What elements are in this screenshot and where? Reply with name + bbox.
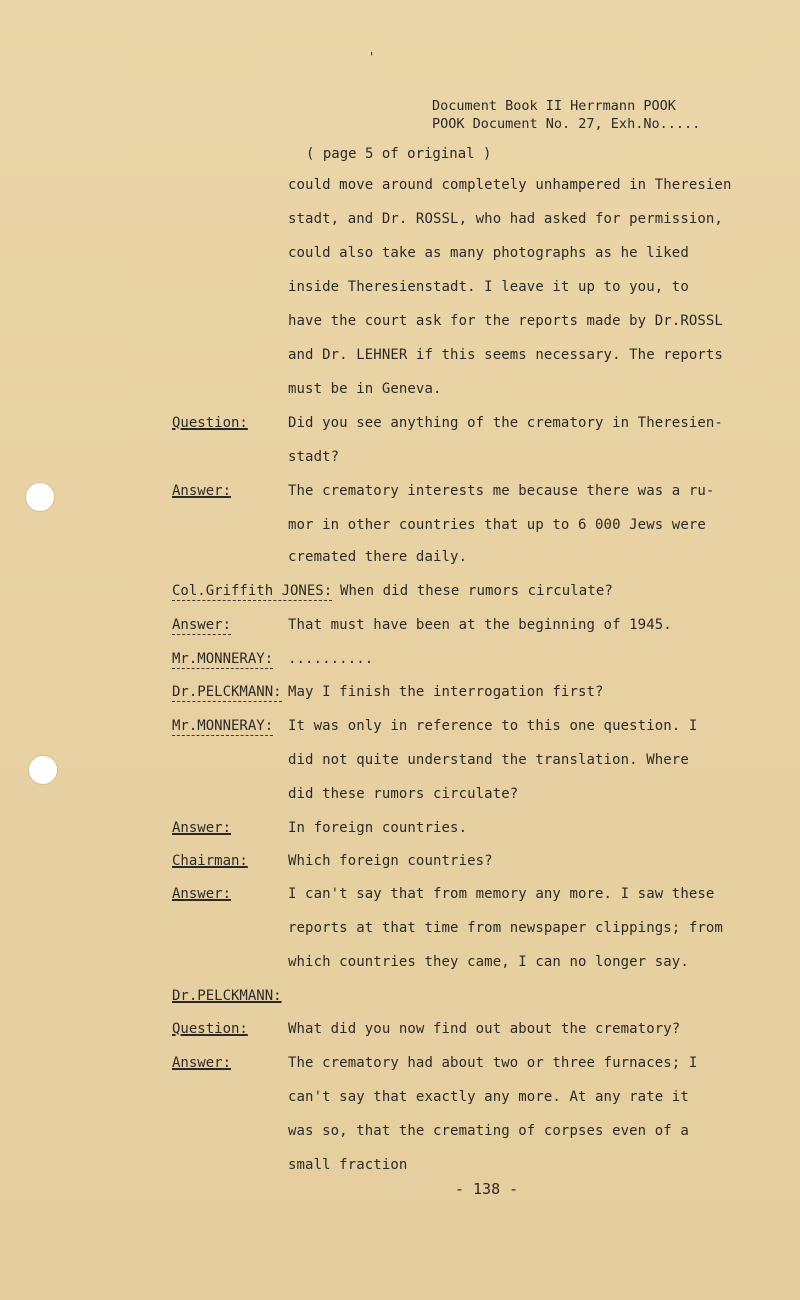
body-line: could move around completely unhampered in Theresien	[288, 177, 732, 193]
body-line: stadt?	[288, 449, 340, 465]
body-line: It was only in reference to this one question. I	[288, 718, 698, 734]
header-line-2: POOK Document No. 27, Exh.No.....	[432, 116, 701, 132]
body-line: which countries they came, I can no longer say.	[288, 954, 689, 970]
body-line: was so, that the cremating of corpses even of a	[288, 1123, 689, 1139]
speaker-answer: Answer:	[172, 820, 232, 836]
body-line: Which foreign countries?	[288, 853, 493, 869]
speaker-monneray: Mr.MONNERAY:	[172, 651, 274, 667]
body-line: When did these rumors circulate?	[340, 583, 613, 599]
speaker-answer: Answer:	[172, 886, 232, 902]
body-line: ..........	[288, 651, 374, 667]
body-line: did these rumors circulate?	[288, 786, 519, 802]
body-line: That must have been at the beginning of 1945.	[288, 617, 672, 633]
body-line: mor in other countries that up to 6 000 Jews were	[288, 517, 706, 533]
body-line: must be in Geneva.	[288, 381, 442, 397]
body-line: have the court ask for the reports made by Dr.ROSSL	[288, 313, 723, 329]
body-line: inside Theresienstadt. I leave it up to you, to	[288, 279, 689, 295]
punch-hole-bottom	[28, 755, 58, 785]
page-number: - 138 -	[455, 1180, 519, 1198]
speaker-monneray: Mr.MONNERAY:	[172, 718, 274, 734]
body-line: Did you see anything of the crematory in Theresien-	[288, 415, 723, 431]
body-line: What did you now find out about the crematory?	[288, 1021, 681, 1037]
header-line-1: Document Book II Herrmann POOK	[432, 98, 676, 114]
body-line: and Dr. LEHNER if this seems necessary. The reports	[288, 347, 723, 363]
body-line: can't say that exactly any more. At any rate it	[288, 1089, 689, 1105]
speaker-answer: Answer:	[172, 1055, 232, 1071]
speaker-jones: Col.Griffith JONES:	[172, 583, 333, 599]
body-line: I can't say that from memory any more. I saw these	[288, 886, 715, 902]
speaker-pelckmann: Dr.PELCKMANN:	[172, 684, 282, 700]
punch-hole-top	[25, 482, 55, 512]
body-line: could also take as many photographs as he liked	[288, 245, 689, 261]
body-line: reports at that time from newspaper clippings; from	[288, 920, 723, 936]
speaker-chairman: Chairman:	[172, 853, 248, 869]
body-line: small fraction	[288, 1157, 408, 1173]
header-mark: '	[368, 50, 376, 64]
body-line: cremated there daily.	[288, 549, 468, 565]
body-line: May I finish the interrogation first?	[288, 684, 604, 700]
speaker-question: Question:	[172, 415, 248, 431]
speaker-answer: Answer:	[172, 617, 232, 633]
speaker-question: Question:	[172, 1021, 248, 1037]
body-line: The crematory interests me because there was a ru-	[288, 483, 715, 499]
document-header	[432, 97, 700, 133]
speaker-answer: Answer:	[172, 483, 232, 499]
page-reference: ( page 5 of original )	[306, 146, 492, 162]
body-line: The crematory had about two or three furnaces; I	[288, 1055, 698, 1071]
body-line: In foreign countries.	[288, 820, 468, 836]
body-line: stadt, and Dr. ROSSL, who had asked for permission,	[288, 211, 723, 227]
speaker-pelckmann: Dr.PELCKMANN:	[172, 988, 282, 1004]
body-line: did not quite understand the translation. Where	[288, 752, 689, 768]
